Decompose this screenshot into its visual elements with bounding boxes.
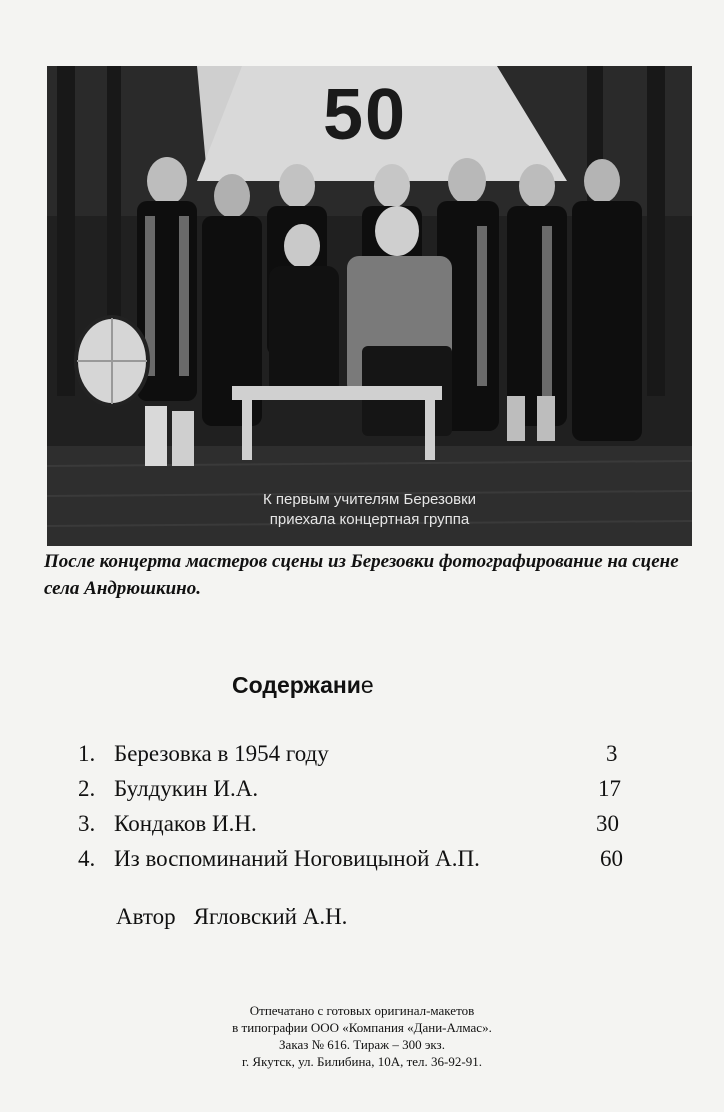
imprint-line: в типографии ООО «Компания «Дани-Алмас». bbox=[232, 1020, 492, 1035]
item-page: 30 bbox=[596, 811, 619, 836]
author-label: Автор bbox=[116, 904, 176, 929]
contents-item bbox=[78, 806, 638, 841]
photo-caption-line: К первым учителям Березовки bbox=[262, 491, 477, 508]
author-name: Ягловский А.Н. bbox=[193, 904, 348, 929]
contents-title-tail: е bbox=[360, 672, 374, 698]
item-number: 3. bbox=[78, 811, 96, 836]
item-title: Из воспоминаний Ноговицыной А.П. bbox=[114, 846, 480, 871]
photo-caption-line: приехала концертная группа bbox=[269, 511, 470, 528]
group-photo bbox=[47, 66, 692, 546]
contents-item bbox=[78, 736, 638, 771]
photo-overlay-caption bbox=[47, 490, 692, 530]
imprint-line: Отпечатано с готовых оригинал-макетов bbox=[249, 1003, 475, 1018]
contents-item bbox=[78, 841, 638, 876]
contents-list bbox=[78, 736, 638, 876]
item-number: 2. bbox=[78, 776, 96, 801]
item-title: Березовка в 1954 году bbox=[114, 741, 329, 766]
imprint bbox=[0, 1002, 724, 1070]
item-page: 60 bbox=[600, 846, 623, 871]
item-title: Кондаков И.Н. bbox=[114, 811, 257, 836]
banner-number: 50 bbox=[322, 75, 408, 155]
contents-title-main: Содержани bbox=[232, 672, 361, 698]
imprint-line: Заказ № 616. Тираж – 300 экз. bbox=[279, 1037, 445, 1052]
contents-title bbox=[232, 672, 374, 699]
contents-item bbox=[78, 771, 638, 806]
author-line bbox=[116, 904, 347, 930]
item-page: 17 bbox=[598, 776, 621, 801]
item-title: Булдукин И.А. bbox=[114, 776, 259, 801]
imprint-line: г. Якутск, ул. Билибина, 10А, тел. 36-92-91. bbox=[242, 1054, 482, 1069]
item-number: 4. bbox=[78, 846, 96, 871]
photo-caption: После концерта мастеров сцены из Березовки фотографирование на сцене села Андрюшкино. bbox=[44, 551, 679, 599]
item-number: 1. bbox=[78, 741, 96, 766]
item-page: 3 bbox=[606, 741, 618, 766]
